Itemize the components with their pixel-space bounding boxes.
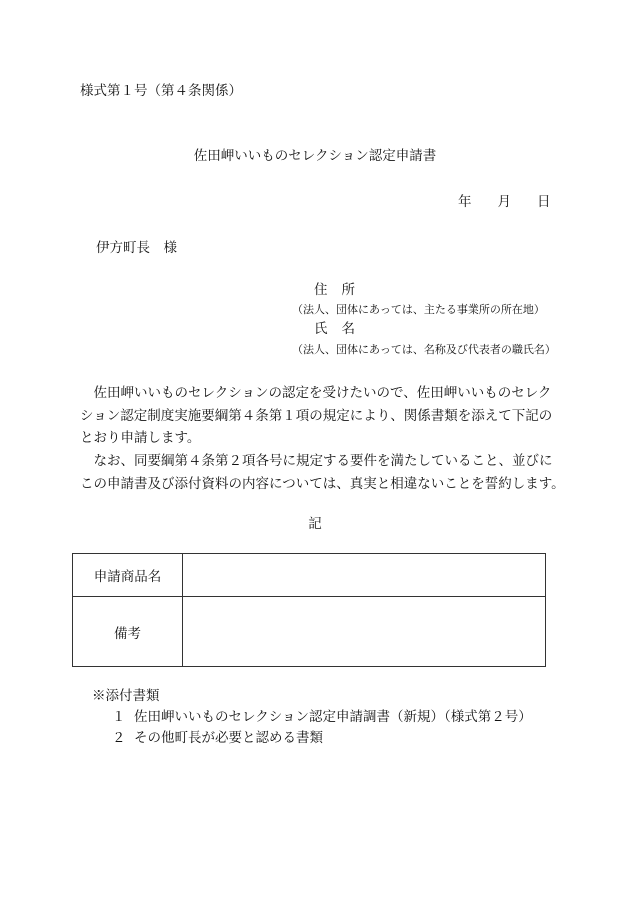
attachments-heading: ※添付書類 [92, 688, 160, 704]
date-year-field[interactable]: 年 [458, 194, 472, 210]
date-day-field[interactable]: 日 [537, 194, 551, 210]
product-name-field[interactable] [183, 554, 546, 597]
date-line [458, 196, 551, 210]
date-month-field[interactable]: 月 [497, 194, 511, 210]
addressee: 伊方町長 様 [96, 240, 177, 256]
attachment-item [112, 732, 323, 746]
pledge-line: なお、同要綱第４条第２項各号に規定する要件を満たしていること、並びに [80, 453, 553, 470]
name-label-char-2: 名 [341, 321, 355, 337]
remarks-label: 備考 [73, 597, 183, 667]
attachment-item [112, 711, 532, 725]
attachment-text: その他町長が必要と認める書類 [134, 730, 323, 746]
product-name-label: 申請商品名 [73, 554, 183, 597]
remarks-field[interactable] [183, 597, 546, 667]
table-row [73, 554, 546, 597]
address-label-char-1: 住 [314, 282, 328, 298]
attachment-number: ２ [112, 730, 126, 746]
applicant-address-label[interactable] [314, 284, 355, 298]
ki-heading: 記 [308, 516, 322, 532]
applicant-name-label[interactable] [314, 323, 355, 337]
applicant-address-note: （法人、団体にあっては、主たる事業所の所在地） [292, 303, 545, 316]
statement-line: 佐田岬いいものセレクションの認定を受けたいので、佐田岬いいものセレク [80, 385, 552, 401]
application-statement [80, 382, 565, 496]
form-number: 様式第１号（第４条関係） [80, 83, 242, 99]
applicant-name-note: （法人、団体にあっては、名称及び代表者の職氏名） [292, 343, 556, 356]
name-label-char-1: 氏 [314, 321, 328, 337]
application-details-table [72, 553, 546, 667]
pledge-line: この申請書及び添付資料の内容については、真実と相違ないことを誓約します。 [80, 475, 565, 492]
document-title: 佐田岬いいものセレクション認定申請書 [193, 148, 437, 164]
attachment-number: １ [112, 709, 126, 725]
statement-line: とおり申請します。 [80, 430, 201, 447]
table-row [73, 597, 546, 667]
attachment-text: 佐田岬いいものセレクション認定申請調書（新規）（様式第２号） [134, 709, 532, 725]
address-label-char-2: 所 [341, 282, 355, 298]
statement-line: ション認定制度実施要綱第４条第１項の規定により、関係書類を添えて下記の [80, 407, 553, 424]
